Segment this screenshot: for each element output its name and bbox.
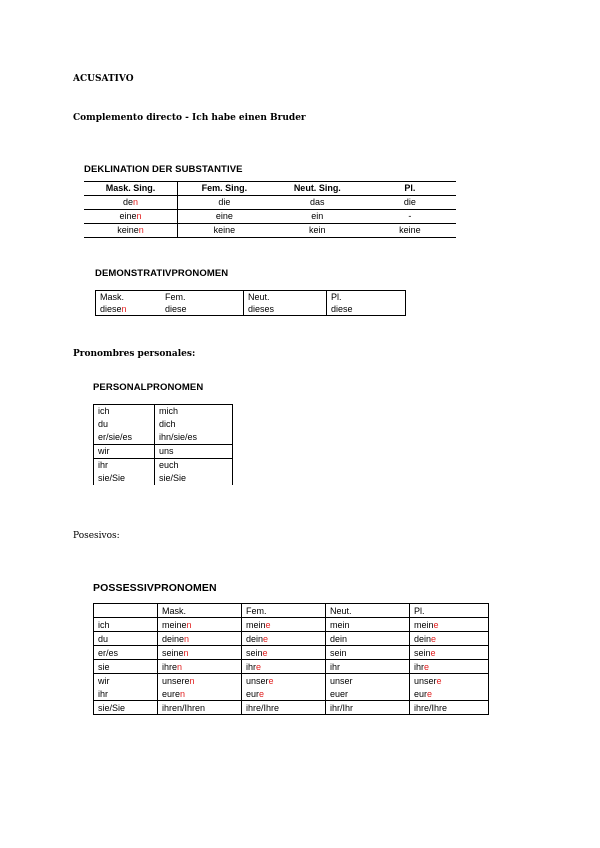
demo-title: DEMONSTRATIVPRONOMEN bbox=[95, 268, 229, 279]
decl-header: Fem. Sing. bbox=[177, 182, 270, 196]
pers-cell: mich bbox=[155, 405, 233, 419]
poss-cell: unsere bbox=[242, 674, 326, 688]
decl-cell: - bbox=[364, 210, 456, 224]
poss-cell: ihre/Ihre bbox=[410, 701, 489, 715]
poss-cell: unser bbox=[326, 674, 410, 688]
decl-header: Mask. Sing. bbox=[84, 182, 177, 196]
poss-cell: deine bbox=[410, 632, 489, 646]
pers-cell: dich bbox=[155, 418, 233, 431]
decl-header: Neut. Sing. bbox=[271, 182, 364, 196]
poss-header bbox=[94, 604, 158, 618]
poss-cell: euren bbox=[158, 687, 242, 701]
demo-cell: diesen bbox=[100, 304, 127, 314]
poss-cell: ihr bbox=[326, 660, 410, 674]
decl-cell: keine bbox=[364, 224, 456, 238]
poss-cell: du bbox=[94, 632, 158, 646]
demo-cell: Pl. bbox=[331, 292, 342, 302]
poss-cell: dein bbox=[326, 632, 410, 646]
poss-header: Neut. bbox=[326, 604, 410, 618]
poss-cell: meine bbox=[242, 618, 326, 632]
poss-cell: mein bbox=[326, 618, 410, 632]
poss-cell: seine bbox=[410, 646, 489, 660]
pers-cell: er/sie/es bbox=[94, 431, 155, 445]
declination-table bbox=[84, 181, 456, 238]
decl-cell: keine bbox=[177, 224, 270, 238]
poss-cell: seinen bbox=[158, 646, 242, 660]
decl-cell: keinen bbox=[84, 224, 177, 238]
decl-cell: einen bbox=[84, 210, 177, 224]
poss-cell: wir bbox=[94, 674, 158, 688]
poss-cell: er/es bbox=[94, 646, 158, 660]
poss-cell: eure bbox=[242, 687, 326, 701]
poss-cell: unseren bbox=[158, 674, 242, 688]
poss-cell: sie/Sie bbox=[94, 701, 158, 715]
poss-cell: sie bbox=[94, 660, 158, 674]
poss-header: Pl. bbox=[410, 604, 489, 618]
poss-cell: ihren/Ihren bbox=[158, 701, 242, 715]
pers-cell: euch bbox=[155, 459, 233, 473]
poss-cell: ihr bbox=[94, 687, 158, 701]
demo-cell: diese bbox=[161, 303, 244, 316]
pers-cell: uns bbox=[155, 445, 233, 459]
decl-cell: eine bbox=[177, 210, 270, 224]
decl-title: DEKLINATION DER SUBSTANTIVE bbox=[84, 164, 243, 175]
possessive-table bbox=[93, 603, 489, 715]
decl-cell: ein bbox=[271, 210, 364, 224]
pers-cell: wir bbox=[94, 445, 155, 459]
heading-posesivos: Posesivos: bbox=[73, 531, 120, 541]
demo-cell: Neut. bbox=[244, 291, 327, 304]
pers-cell: ihn/sie/es bbox=[155, 431, 233, 445]
pers-cell: ich bbox=[94, 405, 155, 419]
poss-cell: euer bbox=[326, 687, 410, 701]
poss-cell: meine bbox=[410, 618, 489, 632]
demonstrative-table bbox=[95, 290, 406, 316]
poss-cell: ich bbox=[94, 618, 158, 632]
poss-cell: ihr/Ihr bbox=[326, 701, 410, 715]
heading-pronombres: Pronombres personales: bbox=[73, 349, 196, 359]
poss-cell: ihre/Ihre bbox=[242, 701, 326, 715]
heading-acusativo: ACUSATIVO bbox=[73, 74, 134, 84]
demo-cell: Fem. bbox=[161, 291, 244, 304]
pers-title: PERSONALPRONOMEN bbox=[93, 382, 204, 393]
poss-cell: meinen bbox=[158, 618, 242, 632]
pers-cell: sie/Sie bbox=[94, 472, 155, 485]
decl-cell: das bbox=[310, 197, 325, 207]
pers-cell: sie/Sie bbox=[155, 472, 233, 485]
poss-cell: ihre bbox=[242, 660, 326, 674]
poss-cell: ihren bbox=[158, 660, 242, 674]
poss-title: POSSESSIVPRONOMEN bbox=[93, 582, 217, 594]
demo-cell: diese bbox=[331, 304, 353, 314]
demo-cell: dieses bbox=[244, 303, 327, 316]
personal-table bbox=[93, 404, 233, 485]
decl-header: Pl. bbox=[364, 182, 456, 196]
poss-cell: eure bbox=[410, 687, 489, 701]
poss-cell: seine bbox=[242, 646, 326, 660]
demo-cell: Mask. bbox=[100, 292, 125, 302]
poss-header: Fem. bbox=[242, 604, 326, 618]
decl-cell: die bbox=[403, 197, 416, 207]
decl-cell: die bbox=[218, 197, 231, 207]
pers-cell: du bbox=[94, 418, 155, 431]
poss-header: Mask. bbox=[158, 604, 242, 618]
pers-cell: ihr bbox=[94, 459, 155, 473]
decl-cell: den bbox=[84, 196, 177, 210]
poss-cell: sein bbox=[326, 646, 410, 660]
poss-cell: deine bbox=[242, 632, 326, 646]
poss-cell: unsere bbox=[410, 674, 489, 688]
heading-complemento: Complemento directo - Ich habe einen Bruder bbox=[73, 113, 306, 123]
decl-cell: kein bbox=[271, 224, 364, 238]
poss-cell: ihre bbox=[410, 660, 489, 674]
poss-cell: deinen bbox=[158, 632, 242, 646]
